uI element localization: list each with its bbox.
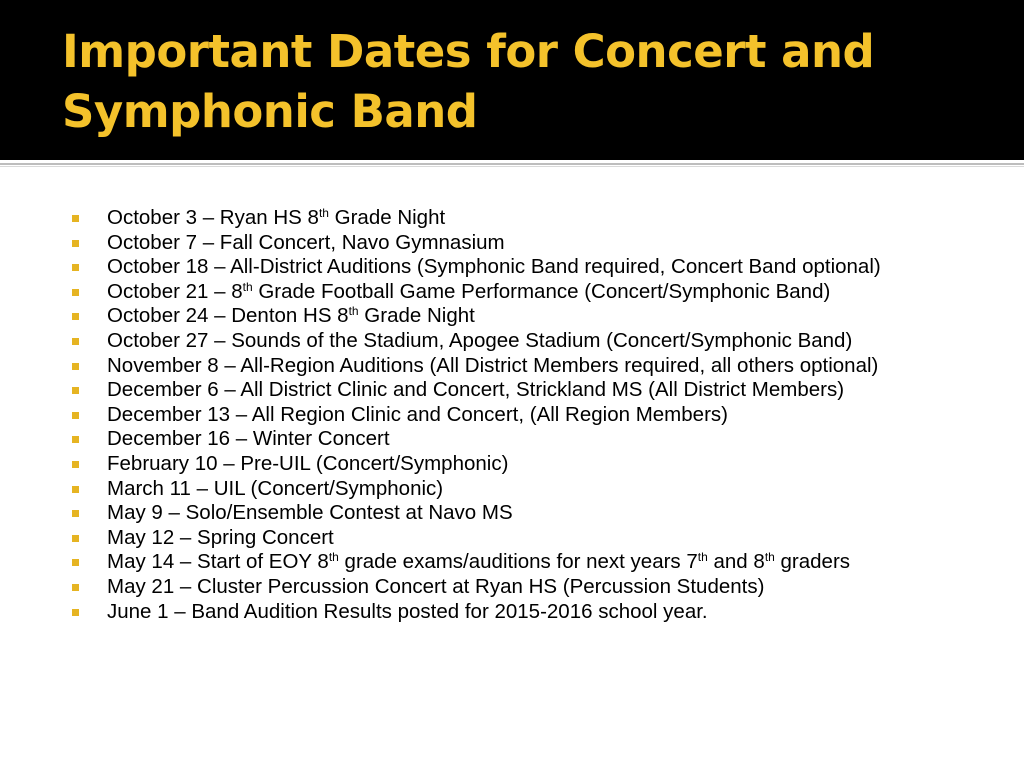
ordinal-suffix: th: [764, 550, 775, 565]
divider-line-light: [0, 166, 1024, 167]
list-item: [70, 452, 1000, 477]
list-item: [70, 354, 1000, 379]
item-text: October 18 – All-District Auditions (Symphonic Band required, Concert Band optional): [107, 255, 881, 279]
square-bullet-icon: [72, 609, 79, 616]
ordinal-suffix: th: [348, 304, 359, 319]
list-item: [70, 231, 1000, 256]
list-item: [70, 304, 1000, 329]
list-item: [70, 206, 1000, 231]
square-bullet-icon: [72, 387, 79, 394]
item-text: Grade Night: [328, 206, 446, 229]
ordinal-suffix: th: [328, 550, 339, 565]
item-text: December 6 – All District Clinic and Concert, Strickland MS (All District Members): [107, 378, 845, 402]
item-text: October 27 – Sounds of the Stadium, Apogee Stadium (Concert/Symphonic Band): [107, 328, 853, 352]
list-item: [70, 329, 1000, 354]
item-text: graders: [774, 550, 851, 574]
square-bullet-icon: [72, 510, 79, 517]
item-text: Grade Football Game Performance (Concert/Symphonic Band): [252, 279, 831, 303]
ordinal-suffix: th: [697, 550, 708, 565]
slide-title: Important Dates for Concert and Symphonic Band: [62, 25, 875, 138]
item-text: grade exams/auditions for next years 7: [338, 550, 698, 574]
list-item: [70, 427, 1000, 452]
square-bullet-icon: [72, 289, 79, 296]
square-bullet-icon: [72, 240, 79, 247]
square-bullet-icon: [72, 363, 79, 370]
list-item: [70, 501, 1000, 526]
square-bullet-icon: [72, 215, 79, 222]
item-text: May 9 – Solo/Ensemble Contest at Navo MS: [107, 501, 513, 525]
item-text: May 12 – Spring Concert: [107, 525, 334, 549]
title-bar: [0, 0, 1024, 160]
item-text: October 21 – 8: [107, 279, 243, 303]
square-bullet-icon: [72, 412, 79, 419]
list-item: [70, 280, 1000, 305]
item-text: May 21 – Cluster Percussion Concert at Ryan HS (Percussion Students): [107, 574, 765, 598]
square-bullet-icon: [72, 338, 79, 345]
list-item: [70, 378, 1000, 403]
item-text: October 7 – Fall Concert, Navo Gymnasium: [107, 230, 505, 254]
list-item: [70, 255, 1000, 280]
item-text: October 24 – Denton HS 8: [107, 304, 349, 328]
list-item: [70, 575, 1000, 600]
square-bullet-icon: [72, 461, 79, 468]
item-text: March 11 – UIL (Concert/Symphonic): [107, 476, 444, 500]
item-text: June 1 – Band Audition Results posted for 2015-2016 school year.: [107, 599, 708, 623]
square-bullet-icon: [72, 436, 79, 443]
square-bullet-icon: [72, 584, 79, 591]
dates-list: [70, 206, 1000, 624]
item-text: May 14 – Start of EOY 8: [107, 550, 329, 574]
list-item: [70, 477, 1000, 502]
list-item: [70, 600, 1000, 625]
divider-line: [0, 163, 1024, 165]
square-bullet-icon: [72, 264, 79, 271]
item-text: and 8: [707, 550, 765, 574]
square-bullet-icon: [72, 535, 79, 542]
ordinal-suffix: th: [318, 206, 329, 220]
square-bullet-icon: [72, 486, 79, 493]
item-text: December 16 – Winter Concert: [107, 427, 390, 451]
ordinal-suffix: th: [242, 279, 253, 294]
item-text: December 13 – All Region Clinic and Concert, (All Region Members): [107, 402, 728, 426]
square-bullet-icon: [72, 559, 79, 566]
square-bullet-icon: [72, 313, 79, 320]
item-text: October 3 – Ryan HS 8: [107, 206, 319, 229]
list-item: [70, 526, 1000, 551]
list-item: [70, 550, 1000, 575]
item-text: November 8 – All-Region Auditions (All District Members required, all others optional): [107, 353, 879, 377]
item-text: February 10 – Pre-UIL (Concert/Symphonic): [107, 451, 509, 475]
list-item: [70, 403, 1000, 428]
item-text: Grade Night: [358, 304, 475, 328]
